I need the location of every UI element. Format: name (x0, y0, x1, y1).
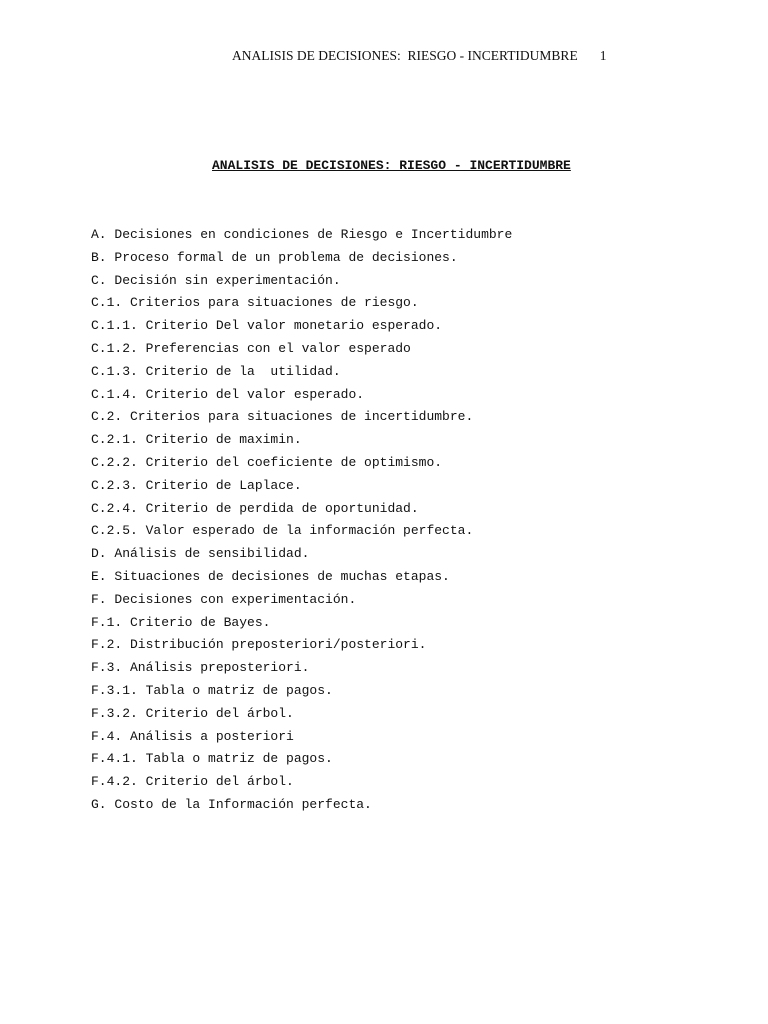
toc-item: D. Análisis de sensibilidad. (91, 546, 310, 562)
toc-item: C.1.1. Criterio Del valor monetario esperado. (91, 318, 443, 334)
toc-item: C. Decisión sin experimentación. (91, 272, 341, 288)
toc-item: F.3. Análisis preposteriori. (91, 660, 310, 676)
toc-item: C.2.1. Criterio de maximin. (91, 432, 302, 448)
toc-item: C.2.3. Criterio de Laplace. (91, 477, 302, 493)
toc-item: C.1.3. Criterio de la utilidad. (91, 363, 341, 379)
toc-item: C.1.2. Preferencias con el valor esperado (91, 340, 411, 356)
toc-item: E. Situaciones de decisiones de muchas etapas. (91, 568, 450, 584)
table-of-contents (91, 226, 512, 819)
toc-item: C.2.2. Criterio del coeficiente de optimismo. (91, 454, 443, 470)
toc-item: C.2.5. Valor esperado de la información perfecta. (91, 523, 474, 539)
toc-item: G. Costo de la Información perfecta. (91, 796, 372, 812)
toc-item: F.2. Distribución preposteriori/posteriori. (91, 637, 427, 653)
toc-item: F.1. Criterio de Bayes. (91, 614, 271, 630)
toc-item: C.1. Criterios para situaciones de riesgo. (91, 295, 419, 311)
page-number: 1 (599, 48, 607, 63)
toc-item: F.3.2. Criterio del árbol. (91, 705, 294, 721)
toc-item: C.2.4. Criterio de perdida de oportunidad. (91, 500, 419, 516)
toc-item: C.1.4. Criterio del valor esperado. (91, 386, 365, 402)
toc-item: B. Proceso formal de un problema de decisiones. (91, 249, 458, 265)
toc-item: F.4.1. Tabla o matriz de pagos. (91, 751, 333, 767)
toc-item: C.2. Criterios para situaciones de incertidumbre. (91, 409, 474, 425)
document-title: ANALISIS DE DECISIONES: RIESGO - INCERTIDUMBRE (212, 158, 571, 173)
toc-item: F.4.2. Criterio del árbol. (91, 774, 294, 790)
running-header-title: ANALISIS DE DECISIONES: RIESGO - INCERTIDUMBRE (232, 48, 578, 63)
toc-item: A. Decisiones en condiciones de Riesgo e Incertidumbre (91, 227, 513, 242)
running-header (232, 48, 606, 64)
toc-item: F. Decisiones con experimentación. (91, 591, 357, 607)
toc-item: F.4. Análisis a posteriori (91, 728, 294, 744)
toc-item: F.3.1. Tabla o matriz de pagos. (91, 682, 333, 698)
